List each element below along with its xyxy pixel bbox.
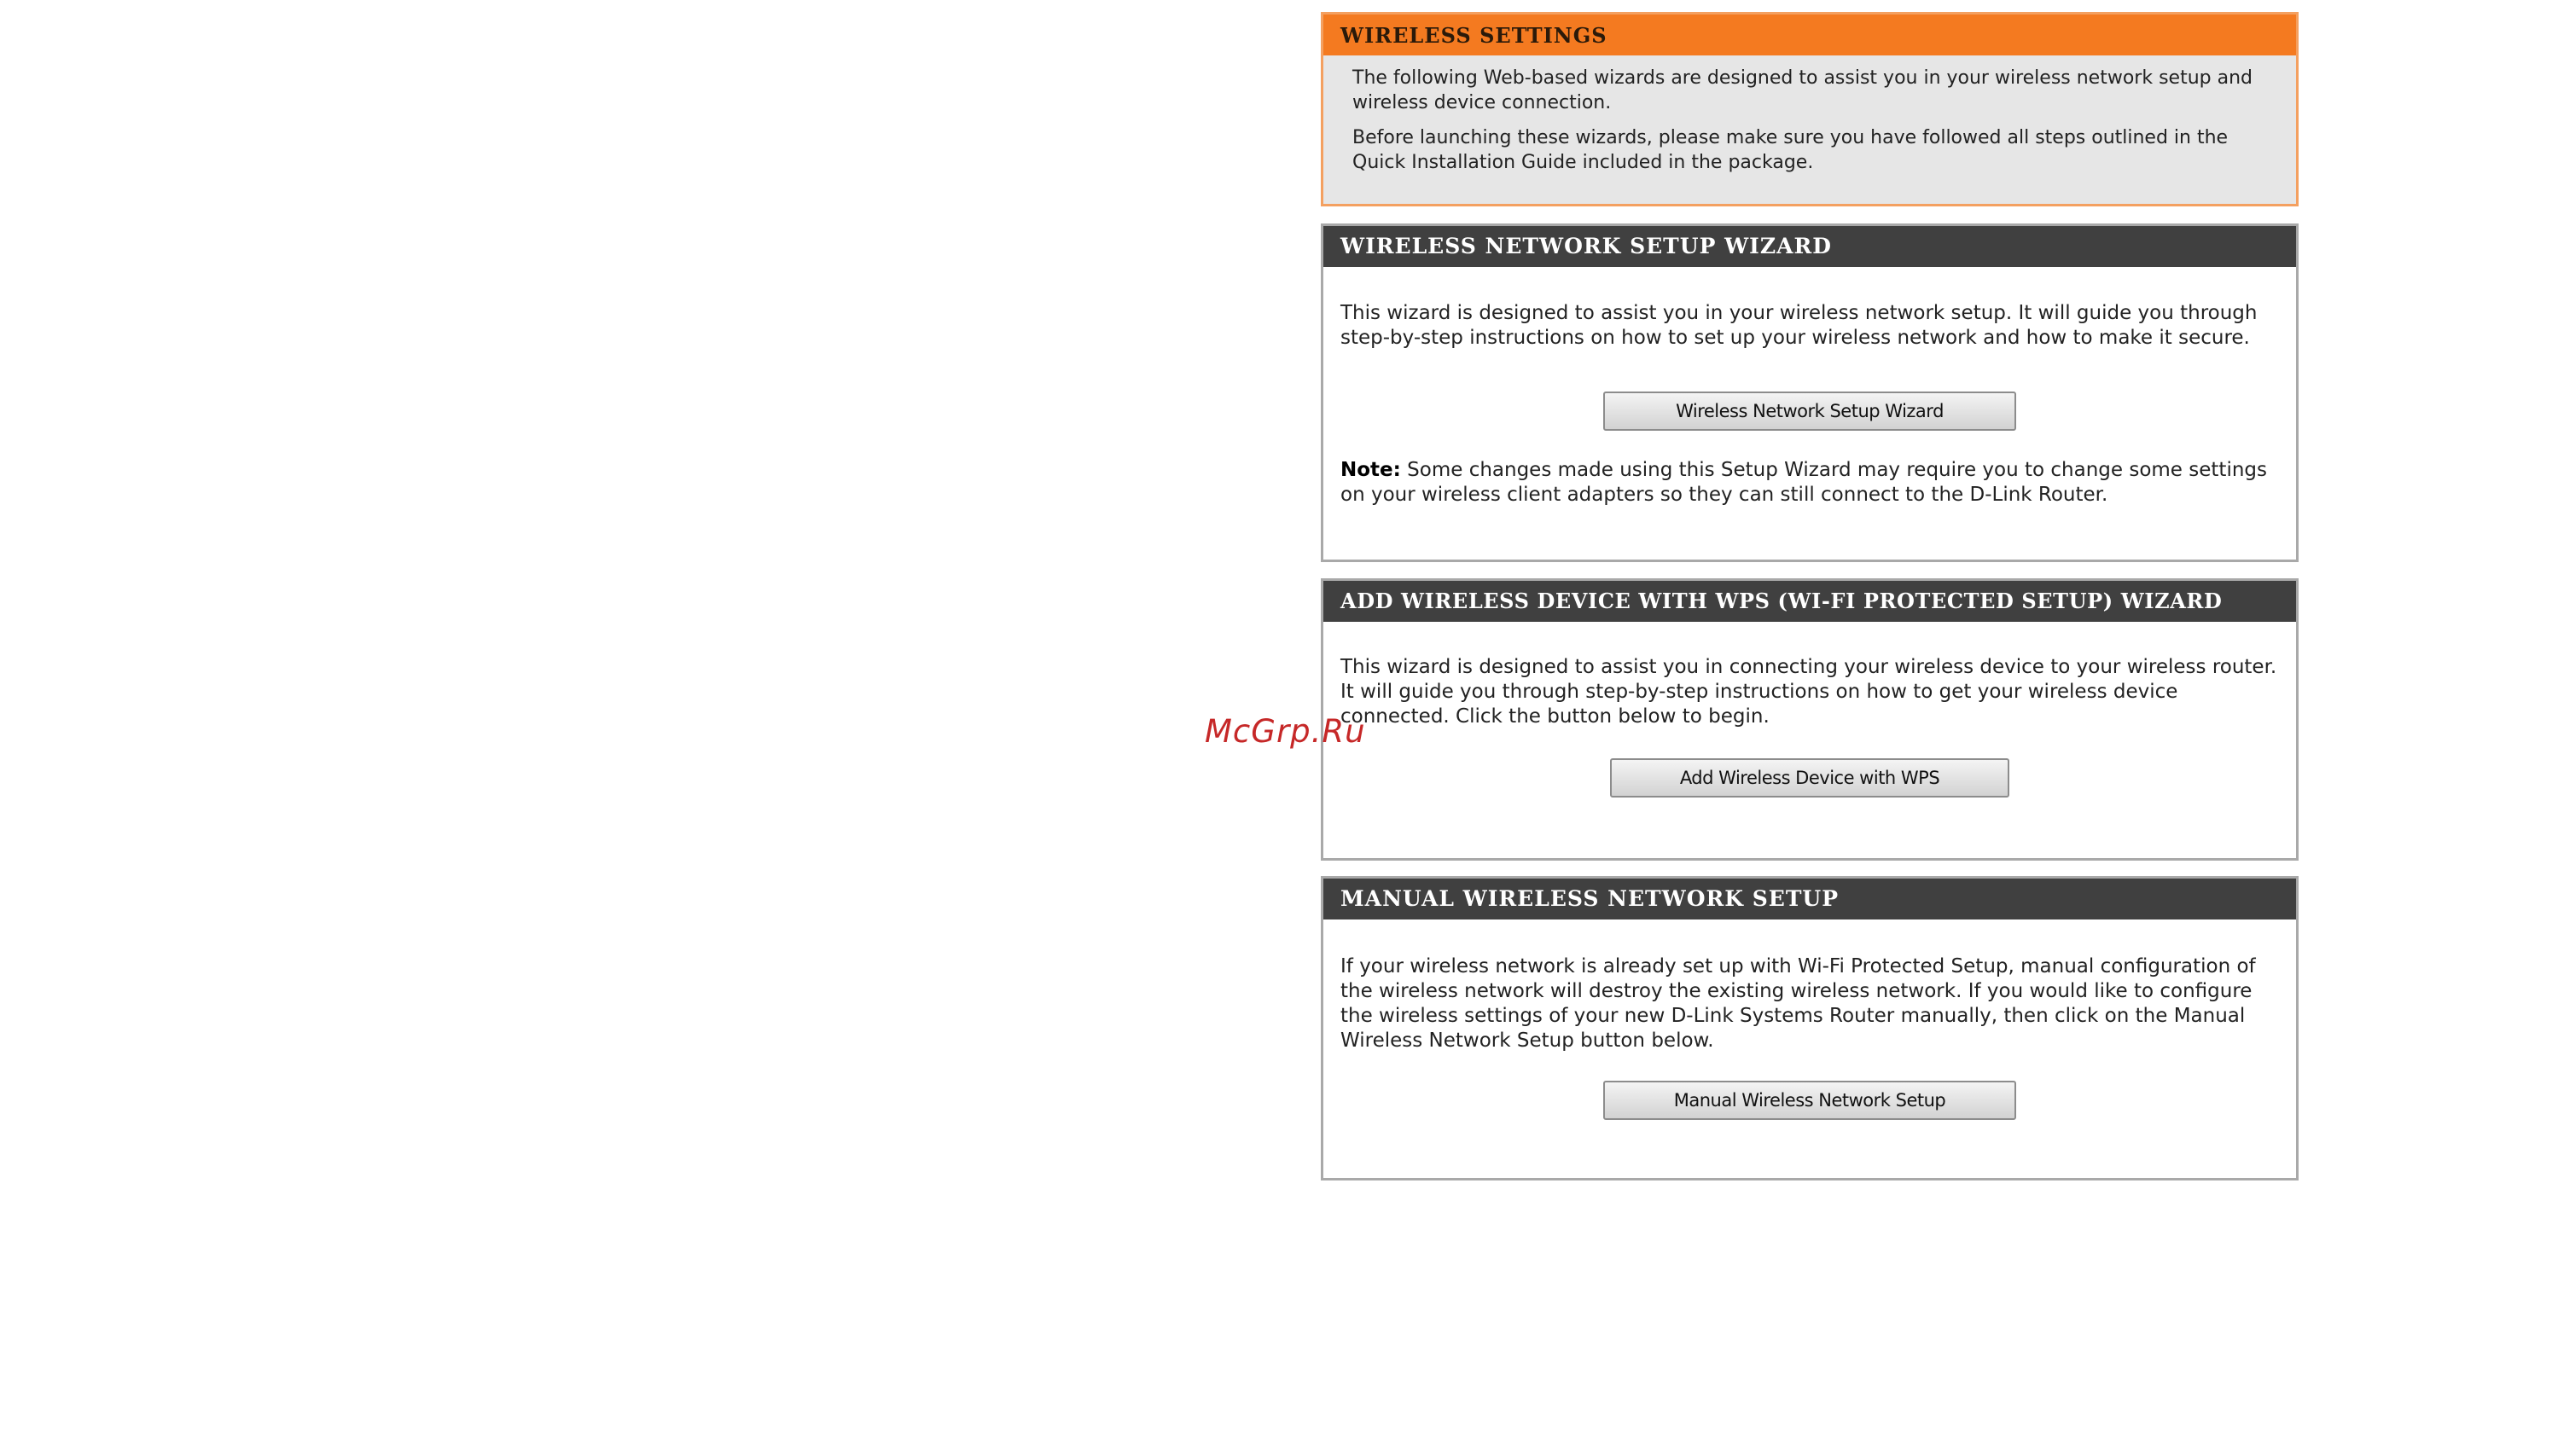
manual-setup-panel bbox=[1321, 876, 2299, 1180]
setup-wizard-title: WIRELESS NETWORK SETUP WIZARD bbox=[1323, 226, 2296, 267]
setup-wizard-panel bbox=[1321, 223, 2299, 562]
wireless-settings-title: WIRELESS SETTINGS bbox=[1323, 15, 2296, 55]
wps-wizard-panel bbox=[1321, 578, 2299, 861]
wireless-settings-prerequisite: Before launching these wizards, please make sure you have followed all steps outlined in the Quick Installation Guide included in the package. bbox=[1352, 127, 2229, 173]
manual-setup-title: MANUAL WIRELESS NETWORK SETUP bbox=[1323, 879, 2296, 919]
wireless-settings-intro: The following Web-based wizards are designed to assist you in your wireless network setup and wireless device connection. bbox=[1352, 67, 2253, 113]
wps-wizard-title: ADD WIRELESS DEVICE WITH WPS (WI-FI PROTECTED SETUP) WIZARD bbox=[1323, 581, 2296, 622]
add-wireless-device-wps-button[interactable]: Add Wireless Device with WPS bbox=[1610, 758, 2009, 798]
setup-wizard-description: This wizard is designed to assist you in your wireless network setup. It will guide you through step-by-step instructions on how to set up your wireless network and how to make it secure. bbox=[1340, 302, 2258, 349]
manual-setup-description: If your wireless network is already set up with Wi-Fi Protected Setup, manual configuration of the wireless network will destroy the existing wireless network. If you would like to configure the wireless settings of your new D-Link Systems Router manually, then click on the Manual Wireless Network Setup button below. bbox=[1340, 955, 2256, 1052]
setup-wizard-note bbox=[1340, 458, 2279, 508]
watermark: McGrp.Ru bbox=[1205, 713, 1366, 750]
note-text: Some changes made using this Setup Wizard may require you to change some settings on your wireless client adapters so they can still connect to the D-Link Router. bbox=[1340, 459, 2267, 506]
manual-wireless-network-setup-button[interactable]: Manual Wireless Network Setup bbox=[1603, 1081, 2016, 1120]
wps-wizard-description: This wizard is designed to assist you in connecting your wireless device to your wireless router. It will guide you through step-by-step instructions on how to get your wireless device connected. Click the button below to begin. bbox=[1340, 656, 2277, 728]
wireless-network-setup-wizard-button[interactable]: Wireless Network Setup Wizard bbox=[1603, 392, 2016, 431]
wireless-settings-panel bbox=[1321, 12, 2299, 206]
note-label: Note: bbox=[1340, 459, 1401, 481]
